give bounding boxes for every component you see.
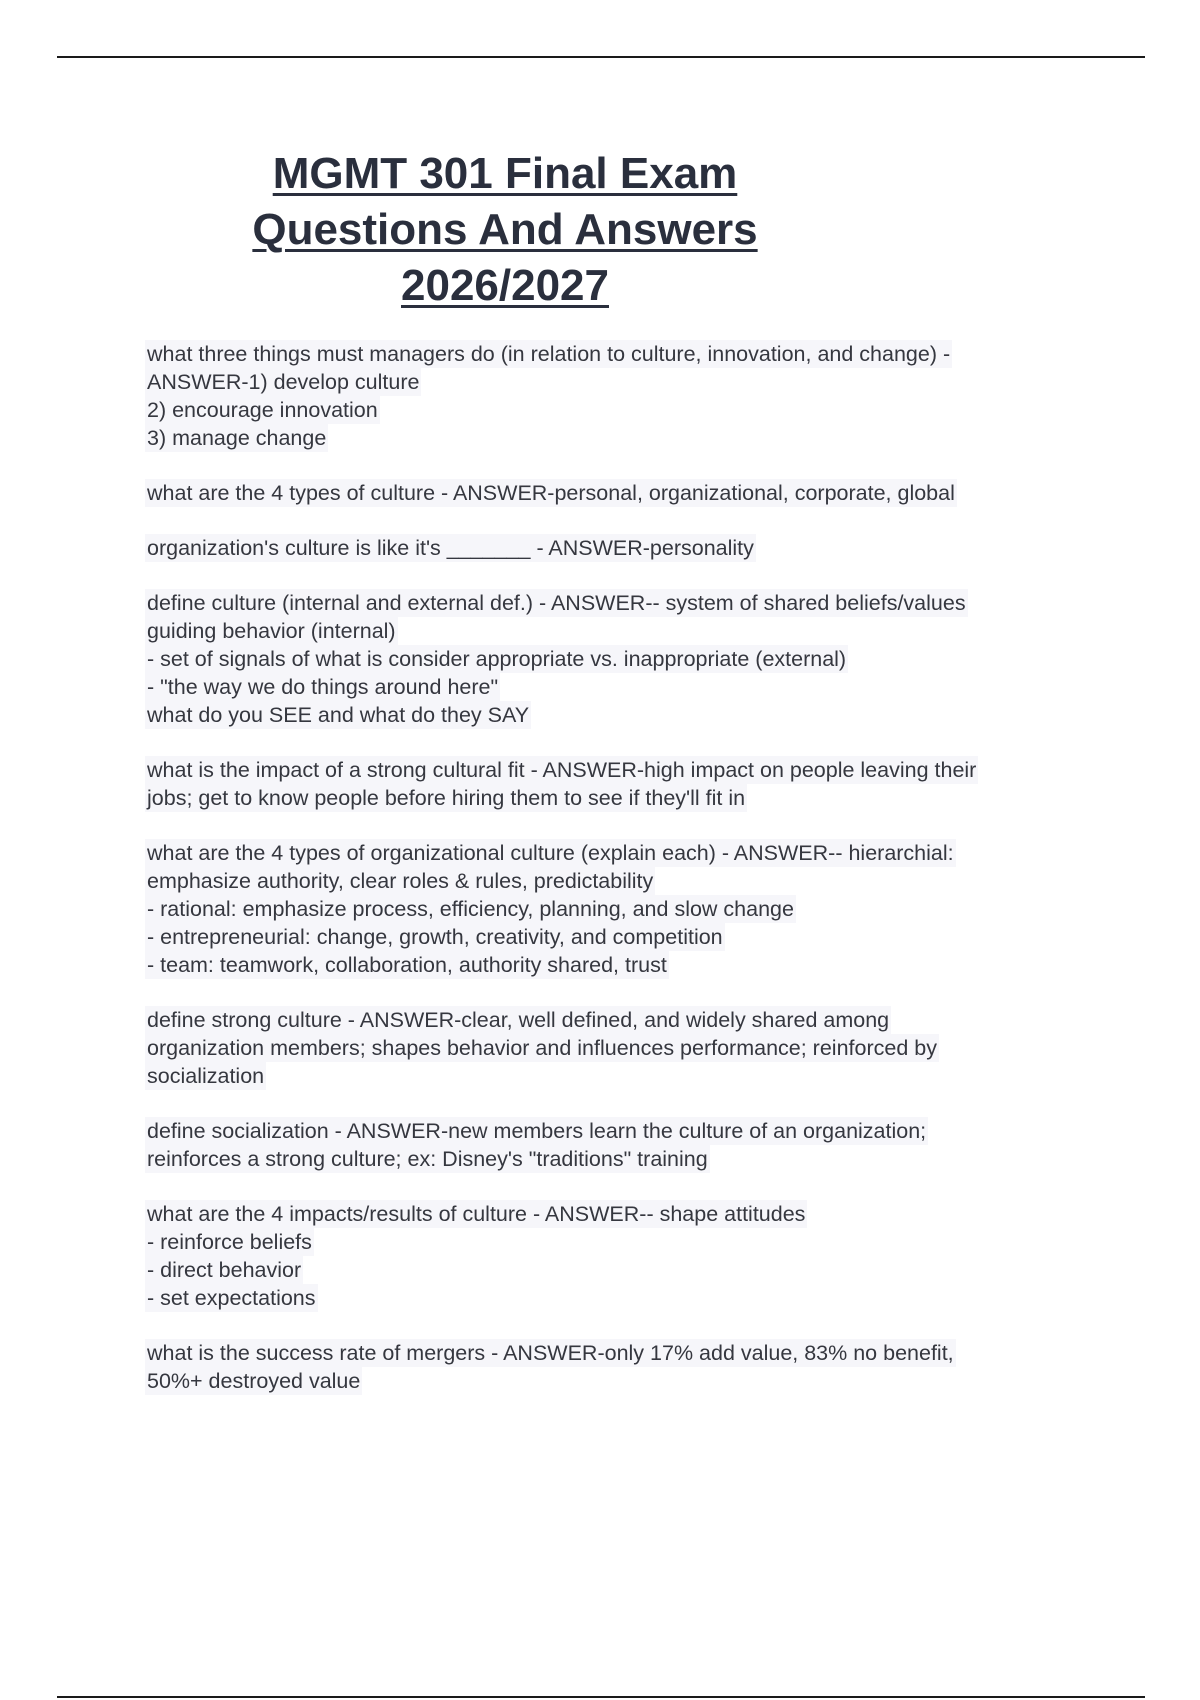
title-line: Questions And Answers <box>252 205 758 254</box>
title-line: 2026/2027 <box>401 261 609 310</box>
qa-line: organization members; shapes behavior and influences performance; reinforced by <box>147 1036 937 1060</box>
qa-item <box>145 589 1095 729</box>
qa-line: - team: teamwork, collaboration, authority shared, trust <box>147 953 667 977</box>
qa-line: - reinforce beliefs <box>147 1230 312 1254</box>
qa-item <box>145 534 1095 562</box>
qa-item <box>145 1006 1095 1090</box>
bottom-rule <box>57 1696 1145 1698</box>
qa-line: define strong culture - ANSWER-clear, well defined, and widely shared among <box>147 1008 890 1032</box>
qa-line: guiding behavior (internal) <box>147 619 396 643</box>
qa-line: what do you SEE and what do they SAY <box>147 703 530 727</box>
qa-line: - "the way we do things around here" <box>147 675 499 699</box>
page-title <box>160 146 850 314</box>
qa-line: - set of signals of what is consider appropriate vs. inappropriate (external) <box>147 647 847 671</box>
qa-item <box>145 340 1095 452</box>
qa-item <box>145 839 1095 979</box>
qa-item <box>145 1200 1095 1312</box>
qa-line: - set expectations <box>147 1286 316 1310</box>
qa-line: - direct behavior <box>147 1258 302 1282</box>
qa-line: ANSWER-1) develop culture <box>147 370 420 394</box>
qa-line: what are the 4 types of culture - ANSWER-personal, organizational, corporate, global <box>147 481 955 505</box>
qa-line: what is the impact of a strong cultural fit - ANSWER-high impact on people leaving their <box>147 758 977 782</box>
qa-line: jobs; get to know people before hiring them to see if they'll fit in <box>147 786 746 810</box>
qa-line: 3) manage change <box>147 426 327 450</box>
qa-line: 50%+ destroyed value <box>147 1369 361 1393</box>
qa-line: emphasize authority, clear roles & rules, predictability <box>147 869 654 893</box>
qa-line: organization's culture is like it's _______ - ANSWER-personality <box>147 536 754 560</box>
qa-line: - entrepreneurial: change, growth, creativity, and competition <box>147 925 723 949</box>
qa-line: 2) encourage innovation <box>147 398 378 422</box>
qa-line: socialization <box>147 1064 265 1088</box>
top-rule <box>57 56 1145 58</box>
qa-line: what three things must managers do (in relation to culture, innovation, and change) - <box>147 342 951 366</box>
qa-item <box>145 479 1095 507</box>
title-line: MGMT 301 Final Exam <box>272 149 738 198</box>
qa-list <box>145 340 1095 1422</box>
qa-item <box>145 1117 1095 1173</box>
qa-item <box>145 1339 1095 1395</box>
qa-item <box>145 756 1095 812</box>
qa-line: reinforces a strong culture; ex: Disney's "traditions" training <box>147 1147 708 1171</box>
qa-line: what are the 4 types of organizational culture (explain each) - ANSWER-- hierarchial: <box>147 841 954 865</box>
qa-line: define culture (internal and external def.) - ANSWER-- system of shared beliefs/values <box>147 591 966 615</box>
qa-line: what are the 4 impacts/results of culture - ANSWER-- shape attitudes <box>147 1202 806 1226</box>
qa-line: - rational: emphasize process, efficiency, planning, and slow change <box>147 897 794 921</box>
qa-line: what is the success rate of mergers - ANSWER-only 17% add value, 83% no benefit, <box>147 1341 954 1365</box>
qa-line: define socialization - ANSWER-new members learn the culture of an organization; <box>147 1119 927 1143</box>
